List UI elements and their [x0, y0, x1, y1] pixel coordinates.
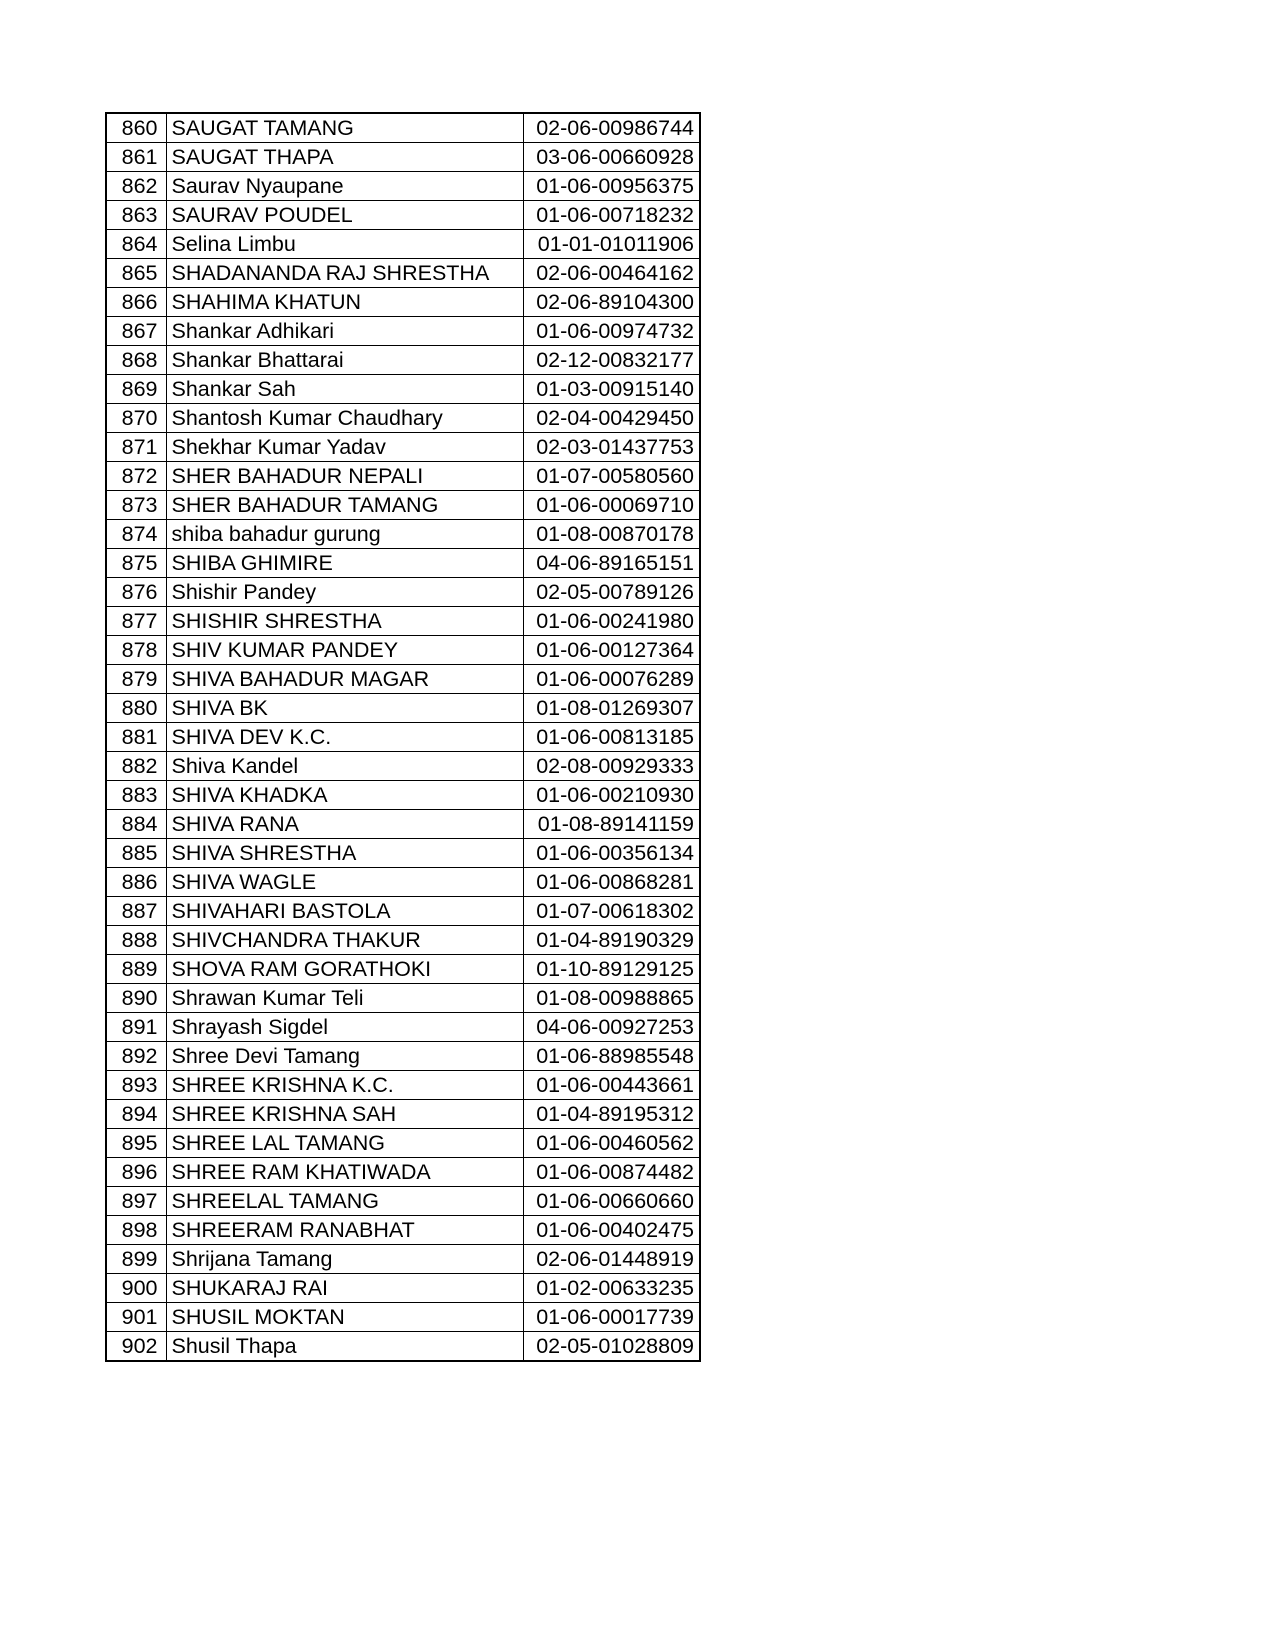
name-cell: Shishir Pandey: [166, 578, 523, 607]
table-row: [106, 1187, 700, 1216]
row-number-cell: 863: [106, 201, 166, 230]
row-number-cell: 881: [106, 723, 166, 752]
id-number-cell: 01-08-01269307: [523, 694, 700, 723]
records-body: [106, 113, 700, 1361]
name-cell: Shrawan Kumar Teli: [166, 984, 523, 1013]
id-number-cell: 01-10-89129125: [523, 955, 700, 984]
table-row: [106, 984, 700, 1013]
name-cell: Shusil Thapa: [166, 1332, 523, 1362]
name-cell: SHREE KRISHNA K.C.: [166, 1071, 523, 1100]
id-number-cell: 01-06-00874482: [523, 1158, 700, 1187]
name-cell: SHIVA WAGLE: [166, 868, 523, 897]
id-number-cell: 02-06-01448919: [523, 1245, 700, 1274]
name-cell: SHADANANDA RAJ SHRESTHA: [166, 259, 523, 288]
table-row: [106, 1216, 700, 1245]
name-cell: SHIVA BAHADUR MAGAR: [166, 665, 523, 694]
table-row: [106, 868, 700, 897]
id-number-cell: 01-02-00633235: [523, 1274, 700, 1303]
name-cell: Shekhar Kumar Yadav: [166, 433, 523, 462]
name-cell: SHAHIMA KHATUN: [166, 288, 523, 317]
name-cell: SHIVA SHRESTHA: [166, 839, 523, 868]
id-number-cell: 01-06-00956375: [523, 172, 700, 201]
id-number-cell: 01-08-00870178: [523, 520, 700, 549]
name-cell: Shankar Bhattarai: [166, 346, 523, 375]
table-row: [106, 781, 700, 810]
id-number-cell: 01-04-89195312: [523, 1100, 700, 1129]
row-number-cell: 865: [106, 259, 166, 288]
name-cell: Shankar Sah: [166, 375, 523, 404]
table-row: [106, 491, 700, 520]
id-number-cell: 02-03-01437753: [523, 433, 700, 462]
name-cell: Selina Limbu: [166, 230, 523, 259]
row-number-cell: 887: [106, 897, 166, 926]
id-number-cell: 01-06-00402475: [523, 1216, 700, 1245]
table-row: [106, 433, 700, 462]
id-number-cell: 02-06-00464162: [523, 259, 700, 288]
name-cell: SHUKARAJ RAI: [166, 1274, 523, 1303]
row-number-cell: 895: [106, 1129, 166, 1158]
table-row: [106, 404, 700, 433]
table-row: [106, 636, 700, 665]
id-number-cell: 01-06-00460562: [523, 1129, 700, 1158]
row-number-cell: 891: [106, 1013, 166, 1042]
row-number-cell: 869: [106, 375, 166, 404]
row-number-cell: 889: [106, 955, 166, 984]
table-row: [106, 1129, 700, 1158]
name-cell: Shankar Adhikari: [166, 317, 523, 346]
name-cell: SHIVA BK: [166, 694, 523, 723]
table-row: [106, 113, 700, 143]
id-number-cell: 01-06-00718232: [523, 201, 700, 230]
table-row: [106, 607, 700, 636]
name-cell: SHOVA RAM GORATHOKI: [166, 955, 523, 984]
id-number-cell: 01-01-01011906: [523, 230, 700, 259]
id-number-cell: 03-06-00660928: [523, 143, 700, 172]
row-number-cell: 866: [106, 288, 166, 317]
row-number-cell: 867: [106, 317, 166, 346]
name-cell: SAUGAT TAMANG: [166, 113, 523, 143]
name-cell: Shantosh Kumar Chaudhary: [166, 404, 523, 433]
table-row: [106, 1013, 700, 1042]
id-number-cell: 02-05-01028809: [523, 1332, 700, 1362]
row-number-cell: 864: [106, 230, 166, 259]
row-number-cell: 883: [106, 781, 166, 810]
name-cell: Shree Devi Tamang: [166, 1042, 523, 1071]
name-cell: SHREE KRISHNA SAH: [166, 1100, 523, 1129]
table-row: [106, 752, 700, 781]
id-number-cell: 01-06-00127364: [523, 636, 700, 665]
row-number-cell: 893: [106, 1071, 166, 1100]
id-number-cell: 04-06-89165151: [523, 549, 700, 578]
table-row: [106, 143, 700, 172]
name-cell: SHREE LAL TAMANG: [166, 1129, 523, 1158]
id-number-cell: 01-04-89190329: [523, 926, 700, 955]
id-number-cell: 01-03-00915140: [523, 375, 700, 404]
row-number-cell: 898: [106, 1216, 166, 1245]
id-number-cell: 01-06-00813185: [523, 723, 700, 752]
id-number-cell: 02-05-00789126: [523, 578, 700, 607]
table-row: [106, 955, 700, 984]
row-number-cell: 873: [106, 491, 166, 520]
row-number-cell: 861: [106, 143, 166, 172]
row-number-cell: 892: [106, 1042, 166, 1071]
table-row: [106, 259, 700, 288]
id-number-cell: 01-06-00443661: [523, 1071, 700, 1100]
name-cell: SHER BAHADUR TAMANG: [166, 491, 523, 520]
id-number-cell: 01-06-00356134: [523, 839, 700, 868]
row-number-cell: 899: [106, 1245, 166, 1274]
name-cell: Shrayash Sigdel: [166, 1013, 523, 1042]
id-number-cell: 02-06-00986744: [523, 113, 700, 143]
records-table: [105, 112, 701, 1362]
row-number-cell: 872: [106, 462, 166, 491]
row-number-cell: 888: [106, 926, 166, 955]
row-number-cell: 880: [106, 694, 166, 723]
row-number-cell: 870: [106, 404, 166, 433]
table-row: [106, 172, 700, 201]
name-cell: SHREE RAM KHATIWADA: [166, 1158, 523, 1187]
name-cell: SHIVCHANDRA THAKUR: [166, 926, 523, 955]
row-number-cell: 884: [106, 810, 166, 839]
table-row: [106, 288, 700, 317]
id-number-cell: 01-06-00974732: [523, 317, 700, 346]
id-number-cell: 01-06-00241980: [523, 607, 700, 636]
name-cell: SHREELAL TAMANG: [166, 1187, 523, 1216]
id-number-cell: 01-06-88985548: [523, 1042, 700, 1071]
id-number-cell: 01-08-89141159: [523, 810, 700, 839]
table-row: [106, 230, 700, 259]
table-row: [106, 317, 700, 346]
name-cell: SAURAV POUDEL: [166, 201, 523, 230]
row-number-cell: 879: [106, 665, 166, 694]
table-row: [106, 1332, 700, 1362]
table-row: [106, 839, 700, 868]
table-row: [106, 665, 700, 694]
row-number-cell: 862: [106, 172, 166, 201]
name-cell: SHUSIL MOKTAN: [166, 1303, 523, 1332]
table-row: [106, 1245, 700, 1274]
table-row: [106, 1158, 700, 1187]
name-cell: Shiva Kandel: [166, 752, 523, 781]
name-cell: SHREERAM RANABHAT: [166, 1216, 523, 1245]
row-number-cell: 875: [106, 549, 166, 578]
row-number-cell: 868: [106, 346, 166, 375]
name-cell: Shrijana Tamang: [166, 1245, 523, 1274]
id-number-cell: 01-06-00660660: [523, 1187, 700, 1216]
name-cell: SHIV KUMAR PANDEY: [166, 636, 523, 665]
id-number-cell: 01-06-00076289: [523, 665, 700, 694]
row-number-cell: 874: [106, 520, 166, 549]
table-row: [106, 201, 700, 230]
id-number-cell: 01-08-00988865: [523, 984, 700, 1013]
id-number-cell: 02-08-00929333: [523, 752, 700, 781]
name-cell: SHIVA RANA: [166, 810, 523, 839]
id-number-cell: 01-06-00210930: [523, 781, 700, 810]
table-row: [106, 462, 700, 491]
table-row: [106, 897, 700, 926]
row-number-cell: 877: [106, 607, 166, 636]
id-number-cell: 02-06-89104300: [523, 288, 700, 317]
name-cell: SHIVA KHADKA: [166, 781, 523, 810]
table-row: [106, 1100, 700, 1129]
table-row: [106, 723, 700, 752]
table-row: [106, 549, 700, 578]
name-cell: SHIVAHARI BASTOLA: [166, 897, 523, 926]
name-cell: Saurav Nyaupane: [166, 172, 523, 201]
id-number-cell: 02-12-00832177: [523, 346, 700, 375]
table-row: [106, 578, 700, 607]
id-number-cell: 04-06-00927253: [523, 1013, 700, 1042]
row-number-cell: 871: [106, 433, 166, 462]
row-number-cell: 902: [106, 1332, 166, 1362]
table-row: [106, 1274, 700, 1303]
table-row: [106, 375, 700, 404]
name-cell: SHER BAHADUR NEPALI: [166, 462, 523, 491]
row-number-cell: 882: [106, 752, 166, 781]
table-row: [106, 520, 700, 549]
row-number-cell: 897: [106, 1187, 166, 1216]
name-cell: shiba bahadur gurung: [166, 520, 523, 549]
id-number-cell: 01-07-00580560: [523, 462, 700, 491]
row-number-cell: 878: [106, 636, 166, 665]
row-number-cell: 900: [106, 1274, 166, 1303]
id-number-cell: 01-06-00017739: [523, 1303, 700, 1332]
id-number-cell: 02-04-00429450: [523, 404, 700, 433]
table-row: [106, 1071, 700, 1100]
row-number-cell: 890: [106, 984, 166, 1013]
table-row: [106, 694, 700, 723]
id-number-cell: 01-07-00618302: [523, 897, 700, 926]
table-row: [106, 346, 700, 375]
id-number-cell: 01-06-00868281: [523, 868, 700, 897]
row-number-cell: 876: [106, 578, 166, 607]
name-cell: SHISHIR SHRESTHA: [166, 607, 523, 636]
name-cell: SHIVA DEV K.C.: [166, 723, 523, 752]
row-number-cell: 901: [106, 1303, 166, 1332]
table-row: [106, 1303, 700, 1332]
row-number-cell: 860: [106, 113, 166, 143]
table-row: [106, 1042, 700, 1071]
name-cell: SHIBA GHIMIRE: [166, 549, 523, 578]
name-cell: SAUGAT THAPA: [166, 143, 523, 172]
row-number-cell: 885: [106, 839, 166, 868]
id-number-cell: 01-06-00069710: [523, 491, 700, 520]
row-number-cell: 896: [106, 1158, 166, 1187]
row-number-cell: 894: [106, 1100, 166, 1129]
table-row: [106, 810, 700, 839]
row-number-cell: 886: [106, 868, 166, 897]
table-row: [106, 926, 700, 955]
